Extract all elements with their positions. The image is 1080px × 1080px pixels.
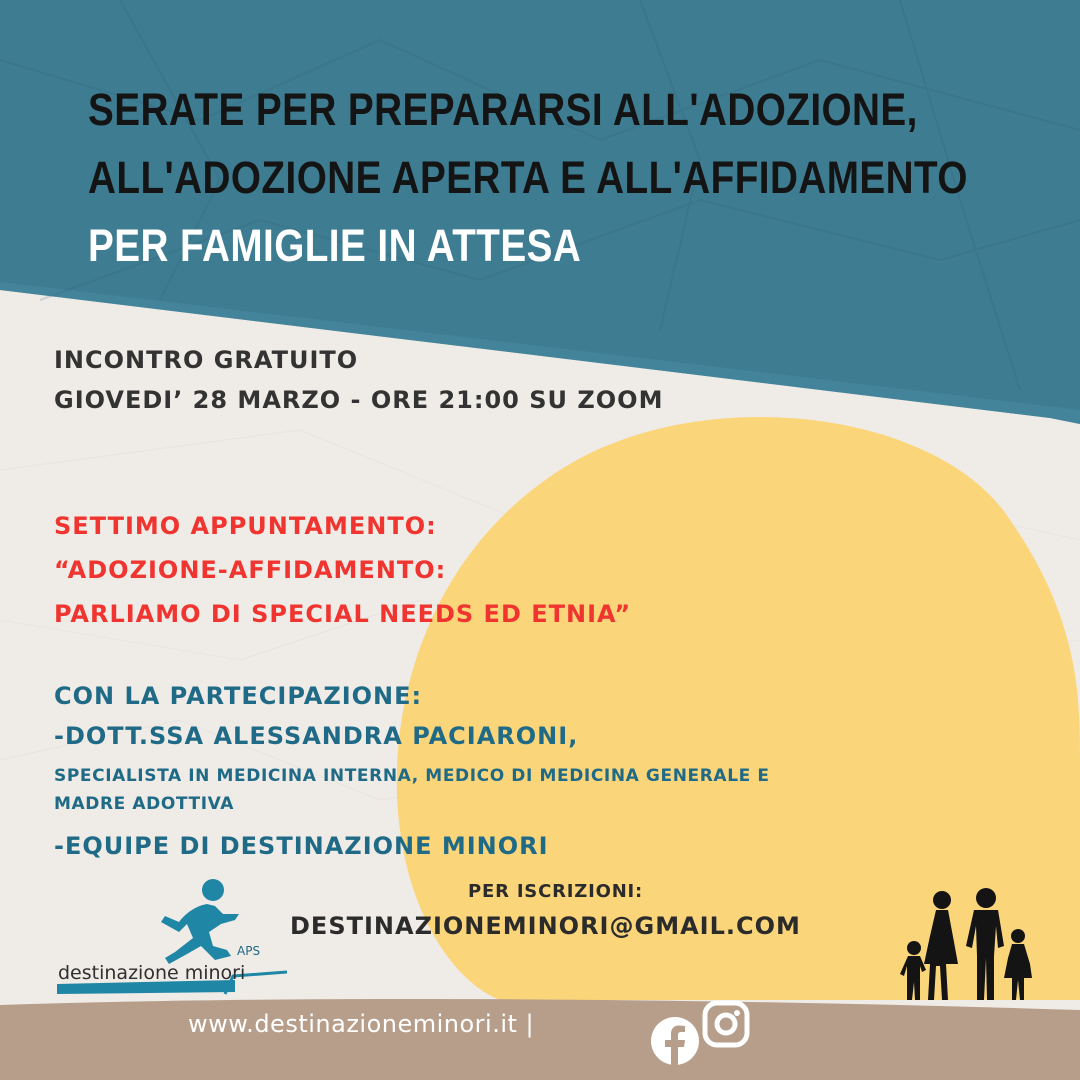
registration-email[interactable]: DESTINAZIONEMINORI@GMAIL.COM <box>290 912 801 940</box>
speaker-2-name: -EQUIPE DI DESTINAZIONE MINORI <box>54 832 549 860</box>
footer-band <box>0 999 1080 1080</box>
logo-name: destinazione minori <box>58 962 246 984</box>
participants-heading: CON LA PARTECIPAZIONE: <box>54 682 423 710</box>
event-date-time: GIOVEDI’ 28 MARZO - ORE 21:00 SU ZOOM <box>54 386 664 414</box>
session-title-line-2: PARLIAMO DI SPECIAL NEEDS ED ETNIA” <box>54 600 632 628</box>
speaker-1-role <box>54 762 770 818</box>
instagram-icon[interactable] <box>702 1000 750 1048</box>
website-link[interactable]: www.destinazioneminori.it | <box>188 1010 535 1038</box>
headline-line-3: PER FAMIGLIE IN ATTESA <box>88 220 582 271</box>
headline-line-1: SERATE PER PREPARARSI ALL'ADOZIONE, <box>88 84 918 135</box>
family-silhouette-icon <box>896 886 1046 1004</box>
speaker-1-role-line-1: SPECIALISTA IN MEDICINA INTERNA, MEDICO DI MEDICINA GENERALE E <box>54 766 770 786</box>
speaker-1-name: -DOTT.SSA ALESSANDRA PACIARONI, <box>54 722 579 750</box>
logo-suffix: APS <box>237 944 261 958</box>
session-number: SETTIMO APPUNTAMENTO: <box>54 512 437 540</box>
participants-block-1 <box>54 676 578 756</box>
session-info <box>54 504 631 636</box>
headline <box>88 76 968 280</box>
speaker-1-role-line-2: MADRE ADOTTIVA <box>54 794 234 814</box>
event-info <box>54 340 663 420</box>
session-title-line-1: “ADOZIONE-AFFIDAMENTO: <box>54 556 447 584</box>
headline-line-2: ALL'ADOZIONE APERTA E ALL'AFFIDAMENTO <box>88 152 968 203</box>
event-type: INCONTRO GRATUITO <box>54 346 359 374</box>
registration-label: PER ISCRIZIONI: <box>468 881 644 902</box>
facebook-icon[interactable] <box>651 1017 699 1065</box>
